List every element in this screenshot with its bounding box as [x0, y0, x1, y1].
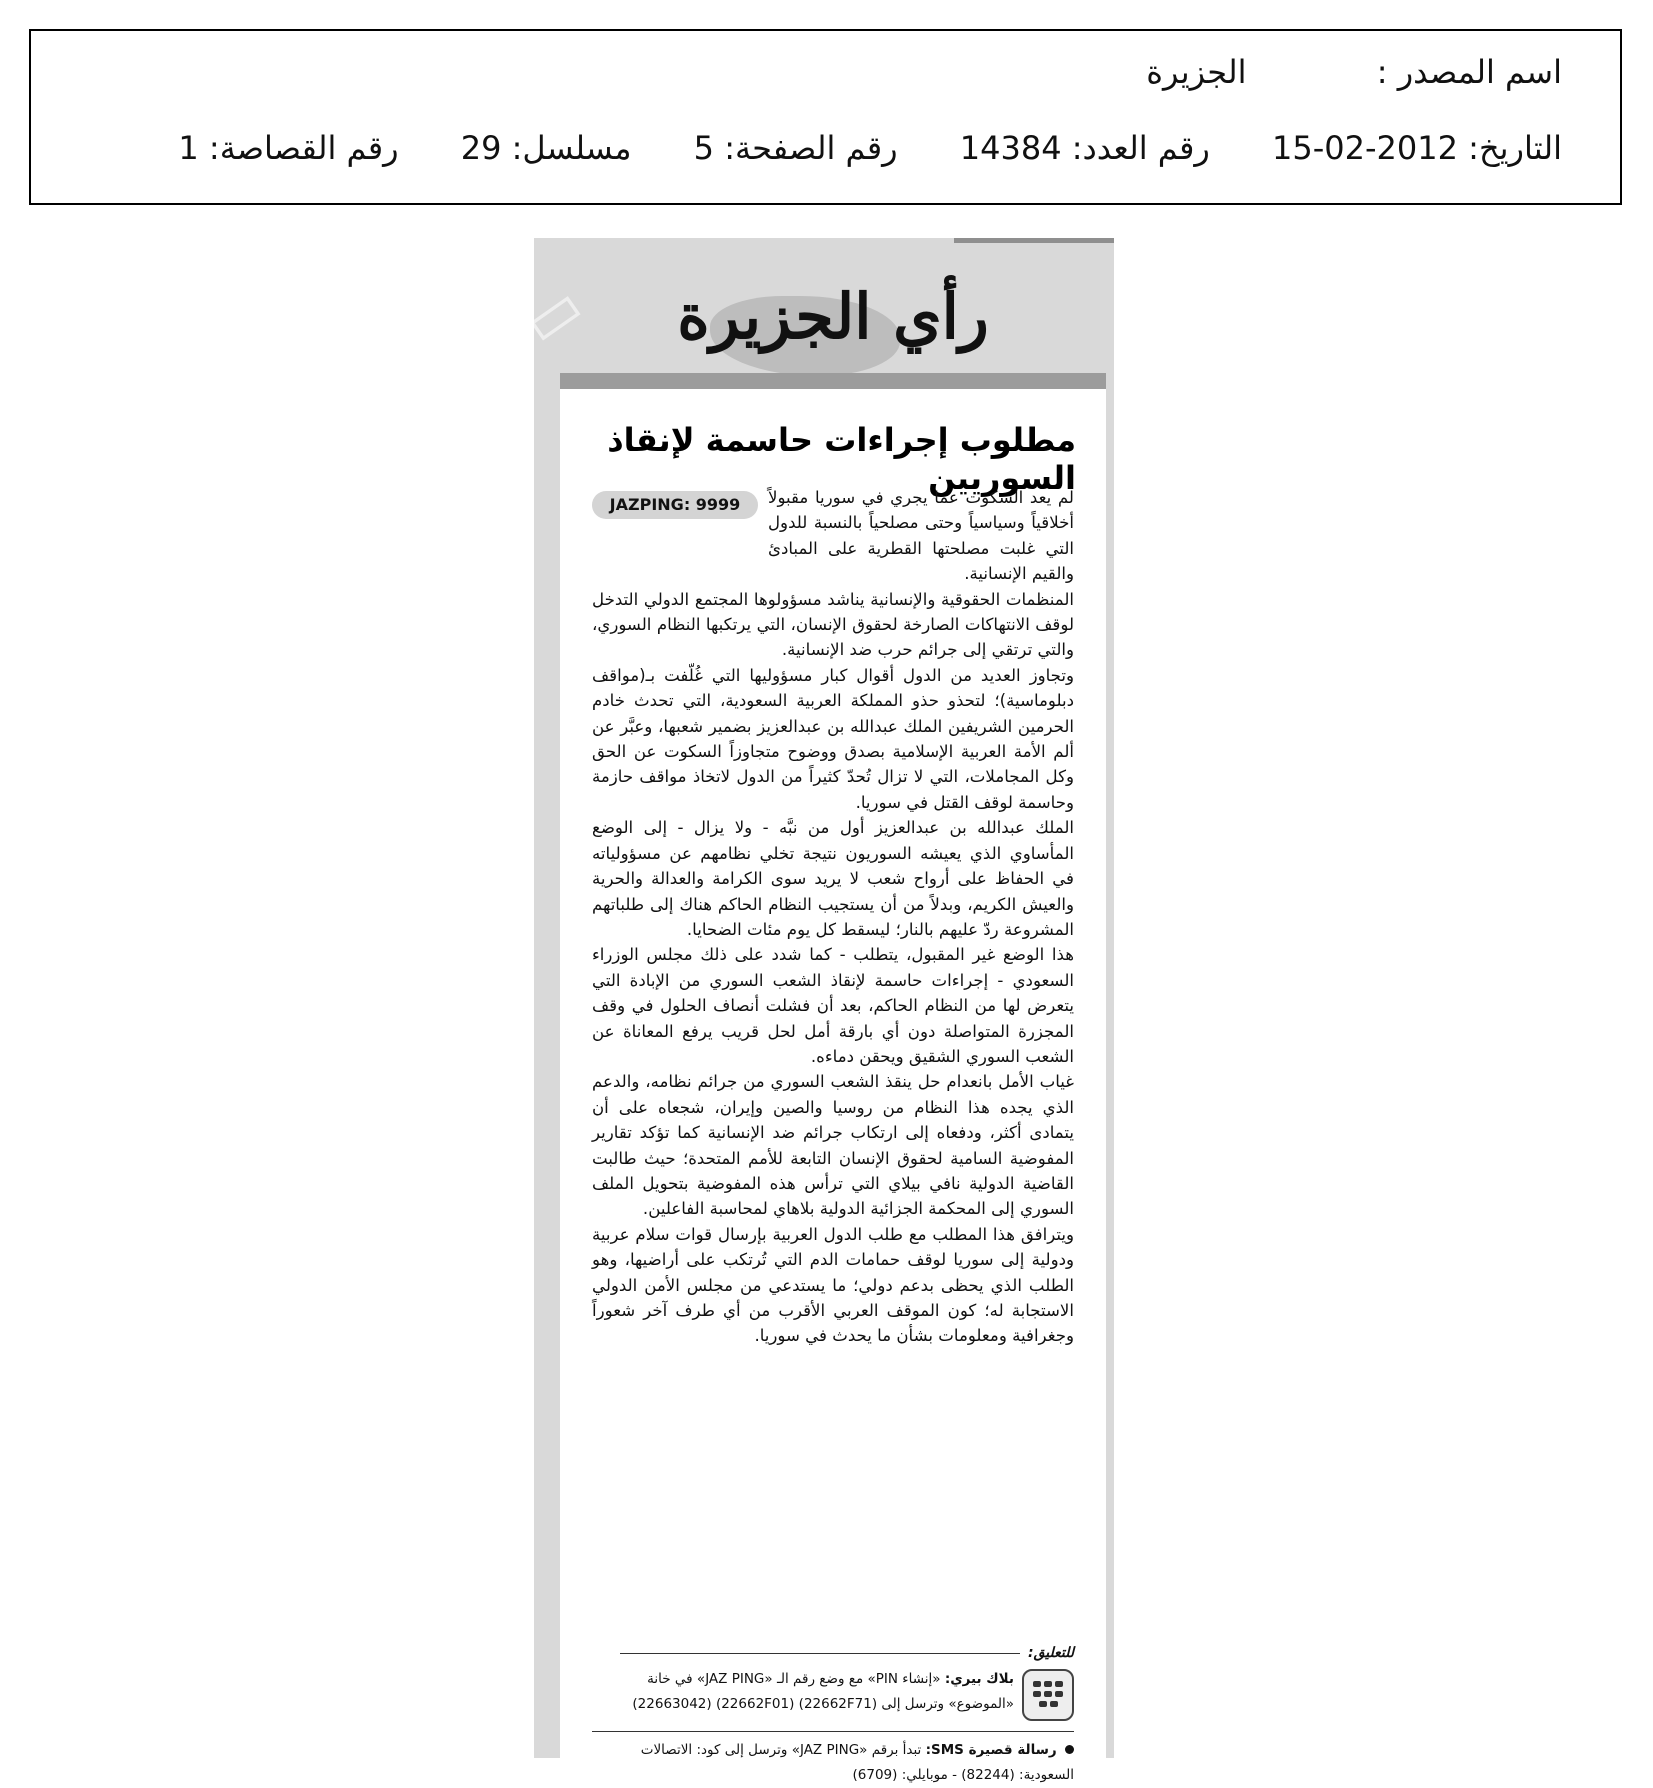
page-label: رقم الصفحة:	[724, 129, 898, 167]
blackberry-instructions	[592, 1667, 1014, 1717]
article-paragraph: غياب الأمل بانعدام حل ينقذ الشعب السوري من جرائم نظامه، والدعم الذي يجده هذا النظام من روسيا والصين وإيران، شجعاه على أن يتمادى أكثر، ودفعاه إلى ارتكاب جرائم ضد الإنسانية كما تؤكد تقارير المفوضية السامية لحقوق الإنسان التابعة للأمم المتحدة؛ حيث طالبت القاضية الدولية نافي بيلاي التي ترأس هذه المفوضية بتحويل الملف السوري إلى المحكمة الجزائية الدولية بلاهاي لمحاسبة الفاعلين.	[592, 1072, 1074, 1219]
source-row	[1146, 53, 1562, 91]
comment-label: للتعليق:	[592, 1645, 1074, 1661]
issue-field	[960, 129, 1210, 167]
article-paragraph: هذا الوضع غير المقبول، يتطلب - كما شدد على ذلك مجلس الوزراء السعودي - إجراءات حاسمة لإنقاذ الشعب السوري من الإبادة التي يتعرض لها من النظام الحاكم، بعد أن فشلت أنصاف الحلول في وقف المجزرة المتواصلة دون أي بارقة أمل لحل قريب يرفع المعاناة عن الشعب السوري الشقيق ويحقن دماءه.	[592, 945, 1074, 1066]
clip-number-label: رقم القصاصة:	[208, 129, 399, 167]
serial-field	[461, 129, 632, 167]
blackberry-row	[592, 1667, 1074, 1723]
article-sheet	[560, 389, 1106, 1783]
article-body	[592, 485, 1074, 1349]
masthead-title: رأي الجزيرة	[677, 280, 989, 353]
clipping-metadata-box	[29, 29, 1622, 205]
blackberry-icon	[1022, 1669, 1074, 1721]
source-label: اسم المصدر :	[1376, 53, 1562, 91]
sms-text: تبدأ برقم «JAZ PING» وترسل إلى كود: الاتصالات السعودية: (82244) - موبايلي: (6709)	[640, 1742, 1074, 1783]
clip-number-field	[178, 129, 398, 167]
page-field	[694, 129, 898, 167]
details-row	[126, 129, 1562, 167]
pin-badge: JAZPING: 9999	[592, 491, 758, 519]
article-paragraph: وتجاوز العديد من الدول أقوال كبار مسؤوليها التي غُلّفت بـ(مواقف دبلوماسية)؛ لتحذو حذو المملكة العربية السعودية، التي تحدث خادم الحرمين الشريفين الملك عبدالله بن عبدالعزيز بضمير شعبها، وعبَّر عن ألم الأمة العربية الإسلامية بصدق ووضوح متجاوزاً السكوت عن الحق وكل المجاملات، التي لا تزال تُحدّ كثيراً من الدول لاتخاذ مواقف حازمة وحاسمة لوقف القتل في سوريا.	[592, 665, 1074, 812]
article-headline: مطلوب إجراءات حاسمة لإنقاذ السوريين	[607, 421, 1076, 497]
clip-number-value: 1	[178, 129, 199, 167]
newspaper-clipping	[509, 238, 1114, 1783]
sms-instructions	[592, 1738, 1074, 1788]
watermark: ▭	[509, 266, 602, 360]
issue-label: رقم العدد:	[1071, 129, 1210, 167]
blackberry-label: بلاك بيري:	[944, 1671, 1014, 1687]
bullet-icon	[1065, 1745, 1074, 1754]
masthead-bar	[560, 373, 1106, 389]
article-paragraph: المنظمات الحقوقية والإنسانية يناشد مسؤولوها المجتمع الدولي التدخل لوقف الانتهاكات الصارخة لحقوق الإنسان، التي يرتكبها النظام السوري، والتي ترتقي إلى جرائم حرب ضد الإنسانية.	[592, 589, 1074, 660]
sms-label: رسالة قصيرة SMS:	[925, 1742, 1057, 1758]
article-paragraph: ويترافق هذا المطلب مع طلب الدول العربية بإرسال قوات سلام عربية ودولية إلى سوريا لوقف حمامات الدم التي تُرتكب على أراضيها، وهو الطلب الذي يحظى بدعم دولي؛ ما يستدعي من مجلس الأمن الدولي الاستجابة له؛ كون الموقف العربي الأقرب من أي طرف آخر شعوراً وجغرافية ومعلومات بشأن ما يحدث في سوريا.	[592, 1224, 1074, 1346]
serial-label: مسلسل:	[511, 129, 632, 167]
masthead	[560, 238, 1106, 390]
blackberry-text: «إنشاء PIN» مع وضع رقم الـ «JAZ PING» في خانة «الموضوع» وترسل إلى (22662F71) (22662F01) (22663042)	[632, 1671, 1014, 1712]
issue-value: 14384	[959, 129, 1062, 167]
page-value: 5	[693, 129, 715, 167]
date-label: التاريخ:	[1468, 129, 1562, 167]
article-paragraph: لم يعد السكوت عما يجري في سوريا مقبولاً أخلاقياً وسياسياً وحتى مصلحياً بالنسبة للدول التي غلبت مصلحتها القطرية على المبادئ والقيم الإنسانية.	[768, 488, 1074, 584]
article-paragraph: الملك عبدالله بن عبدالعزيز أول من نبَّه - ولا يزال - إلى الوضع المأساوي الذي يعيشه السوريون نتيجة تخلي نظامهم عن مسؤولياته في الحفاظ على أرواح شعب لا يريد سوى الكرامة والعدالة والحرية والعيش الكريم، وبدلاً من أن يستجيب النظام الحاكم هناك إلى طلباتهم المشروعة ردّ عليهم بالنار؛ ليسقط كل يوم مئات الضحايا.	[592, 818, 1074, 939]
date-field	[1272, 129, 1562, 167]
divider	[592, 1731, 1074, 1732]
date-value: 2012-02-15	[1272, 129, 1458, 167]
contact-section	[592, 1645, 1074, 1788]
serial-value: 29	[460, 129, 502, 167]
source-value: الجزيرة	[1146, 53, 1247, 91]
